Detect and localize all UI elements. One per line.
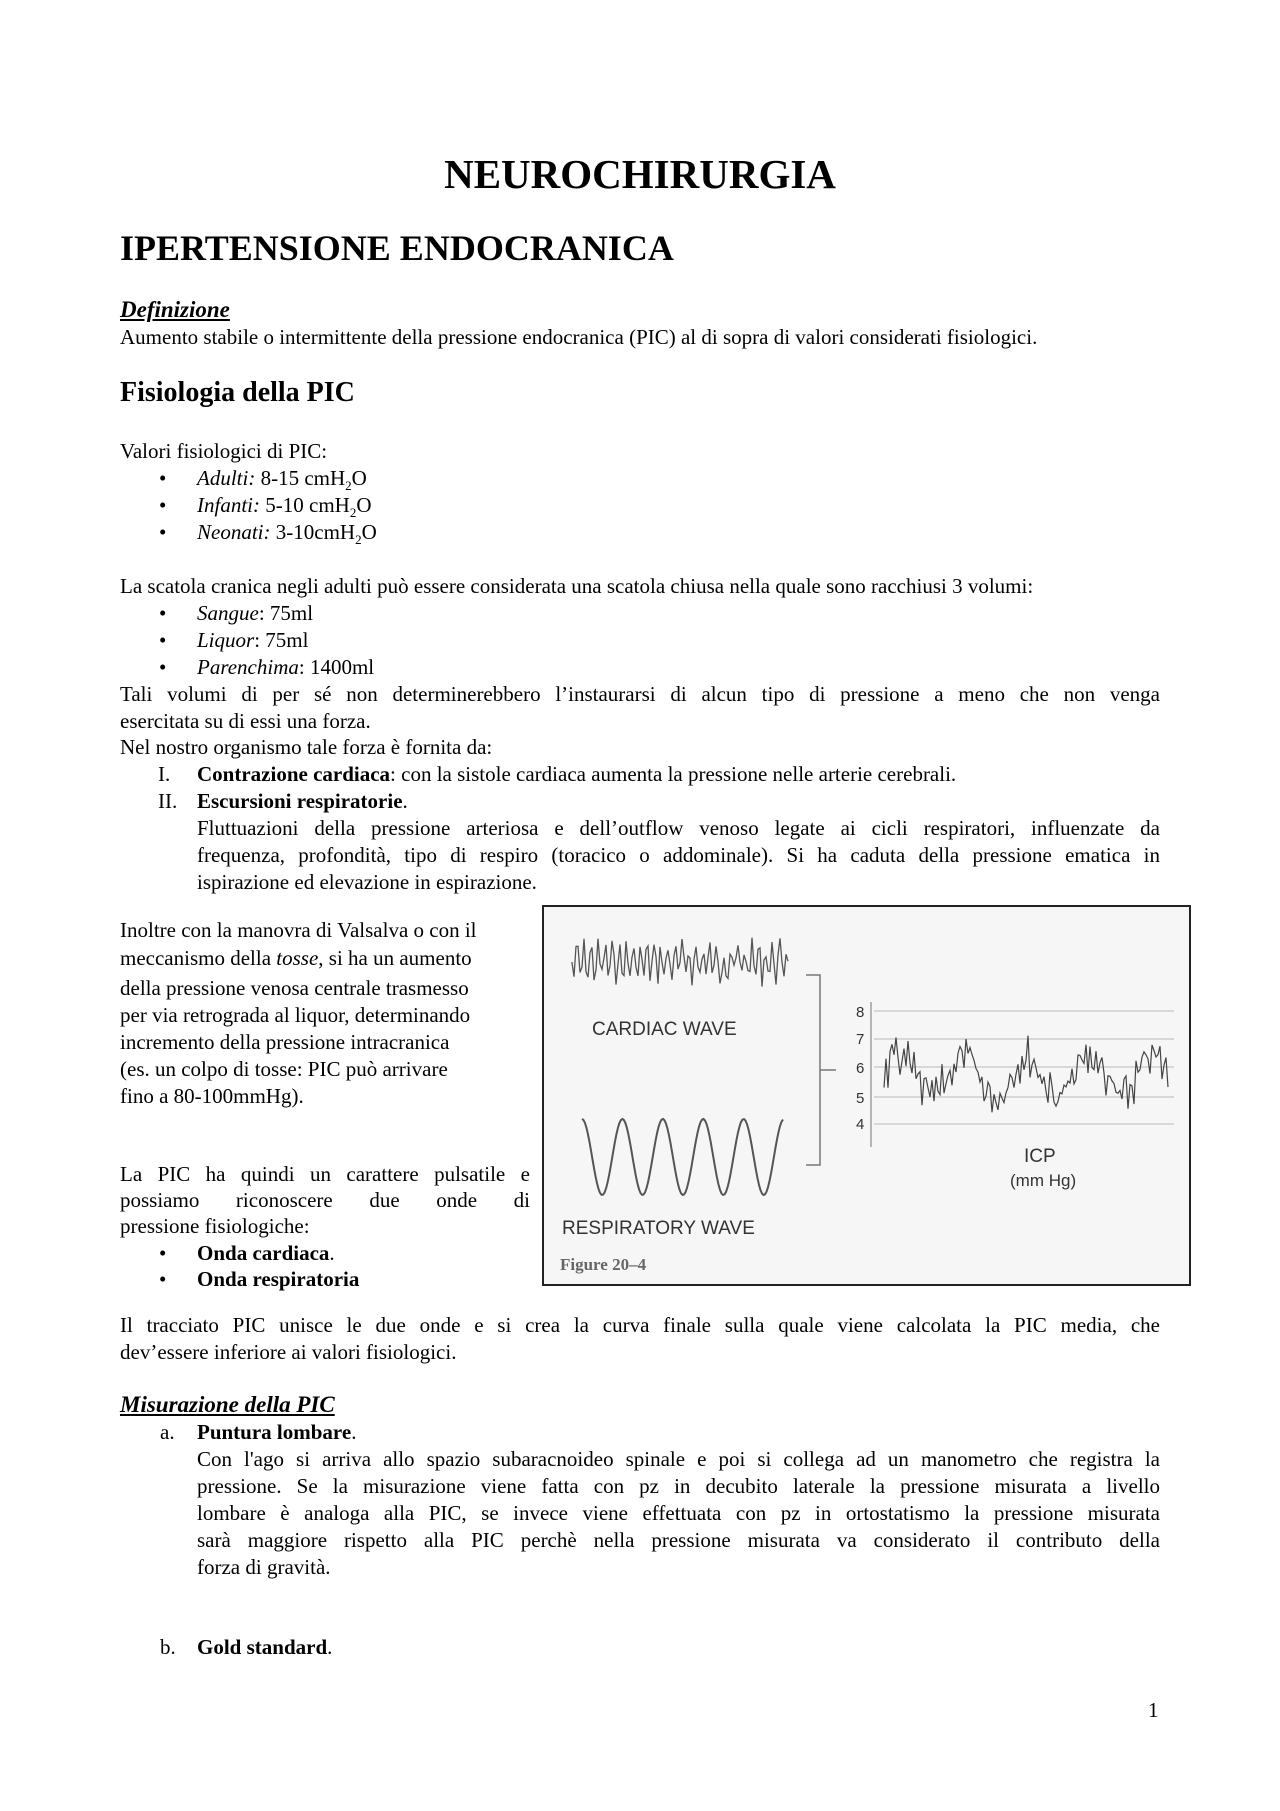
axis-tick: 7 bbox=[856, 1031, 865, 1048]
list-item bbox=[197, 788, 408, 815]
value-label: Infanti: bbox=[197, 493, 260, 517]
volume-value: : 75ml bbox=[254, 628, 309, 652]
valsalva-line: Inoltre con la manovra di Valsalva o con il bbox=[120, 918, 477, 942]
axis-tick: 5 bbox=[856, 1090, 865, 1107]
list-item bbox=[197, 1634, 332, 1661]
item-rest: . bbox=[327, 1635, 333, 1659]
volume-label: Parenchima bbox=[197, 655, 299, 679]
fisiologia-heading: Fisiologia della PIC bbox=[120, 377, 355, 408]
axis-tick: 4 bbox=[856, 1116, 865, 1133]
axis-tick: 8 bbox=[856, 1004, 865, 1021]
puntura-line: lombare è analoga alla PIC, se invece viene effettuata con pz in ortostatismo la pressione misurata bbox=[197, 1501, 1160, 1525]
tracciato-line-2: dev’essere inferiore ai valori fisiologici. bbox=[120, 1340, 457, 1364]
value-subscript: 2 bbox=[345, 478, 352, 494]
list-item bbox=[197, 1266, 359, 1293]
axis-tick: 6 bbox=[856, 1060, 865, 1077]
force-text: : con la sistole cardiaca aumenta la pressione nelle arterie cerebrali. bbox=[390, 762, 957, 786]
tracciato-line-1: Il tracciato PIC unisce le due onde e si crea la curva finale sulla quale viene calcolata la PIC media, che bbox=[120, 1313, 1160, 1337]
section-heading-ipertensione: IPERTENSIONE ENDOCRANICA bbox=[120, 228, 674, 268]
list-item bbox=[197, 600, 313, 627]
roman-numeral: I. bbox=[158, 762, 171, 786]
value-unit: O bbox=[361, 520, 377, 544]
figure-caption: Figure 20–4 bbox=[560, 1255, 647, 1274]
valori-intro: Valori fisiologici di PIC: bbox=[120, 439, 328, 463]
valsalva-line bbox=[120, 945, 472, 972]
item-title: Puntura lombare bbox=[197, 1420, 352, 1444]
bullet: • bbox=[159, 628, 167, 652]
wave-name: Onda respiratoria bbox=[197, 1267, 360, 1291]
force-title: Contrazione cardiaca bbox=[197, 762, 391, 786]
tali-line-1: Tali volumi di per sé non determinerebbero l’instaurarsi di alcun tipo di pressione a meno che non venga bbox=[120, 682, 1160, 706]
respiratory-wave-label: RESPIRATORY WAVE bbox=[562, 1218, 755, 1239]
fluttuazioni-line-3: ispirazione ed elevazione in espirazione. bbox=[197, 870, 537, 894]
valsalva-line-text: meccanismo della bbox=[120, 946, 277, 970]
tosse-rest: , si ha un aumento bbox=[318, 946, 472, 970]
value-unit: O bbox=[356, 493, 372, 517]
volume-label: Sangue bbox=[197, 601, 259, 625]
list-item bbox=[197, 627, 308, 654]
figure-svg bbox=[544, 907, 1189, 1284]
misurazione-heading: Misurazione della PIC bbox=[120, 1392, 335, 1417]
valsalva-line: fino a 80-100mmHg). bbox=[120, 1084, 304, 1108]
value-subscript: 2 bbox=[355, 532, 362, 548]
puntura-line: forza di gravità. bbox=[197, 1555, 331, 1579]
valsalva-line: (es. un colpo di tosse: PIC può arrivare bbox=[120, 1057, 448, 1081]
value-label: Neonati: bbox=[197, 520, 271, 544]
list-item bbox=[197, 654, 374, 681]
page-number: 1 bbox=[1148, 1698, 1159, 1722]
definizione-text: Aumento stabile o intermittente della pressione endocranica (PIC) al di sopra di valori considerati fisiologici. bbox=[120, 325, 1038, 349]
pulsatile-line-1: La PIC ha quindi un carattere pulsatile e bbox=[120, 1162, 530, 1186]
tali-line-2: esercitata su di essi una forza. bbox=[120, 709, 371, 733]
force-title: Escursioni respiratorie bbox=[197, 789, 403, 813]
icp-axis bbox=[856, 1004, 864, 1133]
pulsatile-line-3: pressione fisiologiche: bbox=[120, 1214, 310, 1238]
list-item bbox=[197, 761, 956, 788]
bullet: • bbox=[159, 1267, 167, 1291]
fluttuazioni-line-1: Fluttuazioni della pressione arteriosa e dell’outflow venoso legate ai cicli respiratori, influenzate da bbox=[197, 816, 1160, 840]
list-item bbox=[197, 1240, 335, 1267]
wave-rest: . bbox=[329, 1241, 335, 1265]
list-item bbox=[197, 1419, 356, 1446]
puntura-line: Con l'ago si arriva allo spazio subaracnoideo spinale e poi si collega ad un manometro che registra la bbox=[197, 1447, 1160, 1471]
volume-value: : 1400ml bbox=[298, 655, 375, 679]
bracket-line bbox=[806, 975, 820, 1165]
puntura-line: pressione. Se la misurazione viene fatta con pz in decubito laterale la pressione misurata a livello bbox=[197, 1474, 1160, 1498]
cardiac-wave-label: CARDIAC WAVE bbox=[592, 1019, 737, 1040]
roman-numeral: II. bbox=[158, 789, 178, 813]
icp-unit-label: (mm Hg) bbox=[1010, 1171, 1077, 1190]
volume-value: : 75ml bbox=[258, 601, 314, 625]
icp-label: ICP bbox=[1024, 1146, 1056, 1167]
valsalva-line: incremento della pressione intracranica bbox=[120, 1030, 450, 1054]
bullet: • bbox=[159, 601, 167, 625]
valsalva-line: della pressione venosa centrale trasmesso bbox=[120, 976, 469, 1000]
list-letter: a. bbox=[160, 1420, 175, 1444]
bullet: • bbox=[159, 655, 167, 679]
bullet: • bbox=[159, 1241, 167, 1265]
value-text: 5-10 cmH bbox=[265, 493, 350, 517]
list-item bbox=[197, 519, 377, 553]
force-text: . bbox=[402, 789, 408, 813]
cardiac-wave-trace bbox=[572, 938, 788, 987]
definizione-heading: Definizione bbox=[120, 297, 230, 322]
bullet: • bbox=[159, 520, 167, 544]
document-title: NEUROCHIRURGIA bbox=[444, 151, 836, 197]
icp-waveform-figure bbox=[542, 905, 1191, 1286]
value-text: 8-15 cmH bbox=[260, 466, 346, 490]
bullet: • bbox=[159, 466, 167, 490]
scatola-text: La scatola cranica negli adulti può essere considerata una scatola chiusa nella quale sono racchiusi 3 volumi: bbox=[120, 574, 1034, 598]
item-rest: . bbox=[351, 1420, 357, 1444]
bullet: • bbox=[159, 493, 167, 517]
fluttuazioni-line-2: frequenza, profondità, tipo di respiro (toracico o addominale). Si ha caduta della pressione ematica in bbox=[197, 843, 1160, 867]
puntura-line: sarà maggiore rispetto alla PIC perchè nella pressione misurata va considerato il contributo della bbox=[197, 1528, 1160, 1552]
wave-name: Onda cardiaca bbox=[197, 1241, 330, 1265]
value-text: 3-10cmH bbox=[275, 520, 356, 544]
forza-text: Nel nostro organismo tale forza è fornita da: bbox=[120, 735, 493, 759]
value-label: Adulti: bbox=[197, 466, 256, 490]
tosse-word: tosse bbox=[276, 946, 319, 970]
icp-combined-trace bbox=[884, 1036, 1168, 1113]
valsalva-line: per via retrograda al liquor, determinando bbox=[120, 1003, 471, 1027]
value-subscript: 2 bbox=[349, 505, 357, 521]
value-unit: O bbox=[351, 466, 367, 490]
item-title: Gold standard bbox=[197, 1635, 328, 1659]
respiratory-wave-trace bbox=[582, 1119, 783, 1195]
pulsatile-line-2: possiamo riconoscere due onde di bbox=[120, 1188, 530, 1212]
volume-label: Liquor bbox=[197, 628, 255, 652]
list-letter: b. bbox=[160, 1635, 176, 1659]
